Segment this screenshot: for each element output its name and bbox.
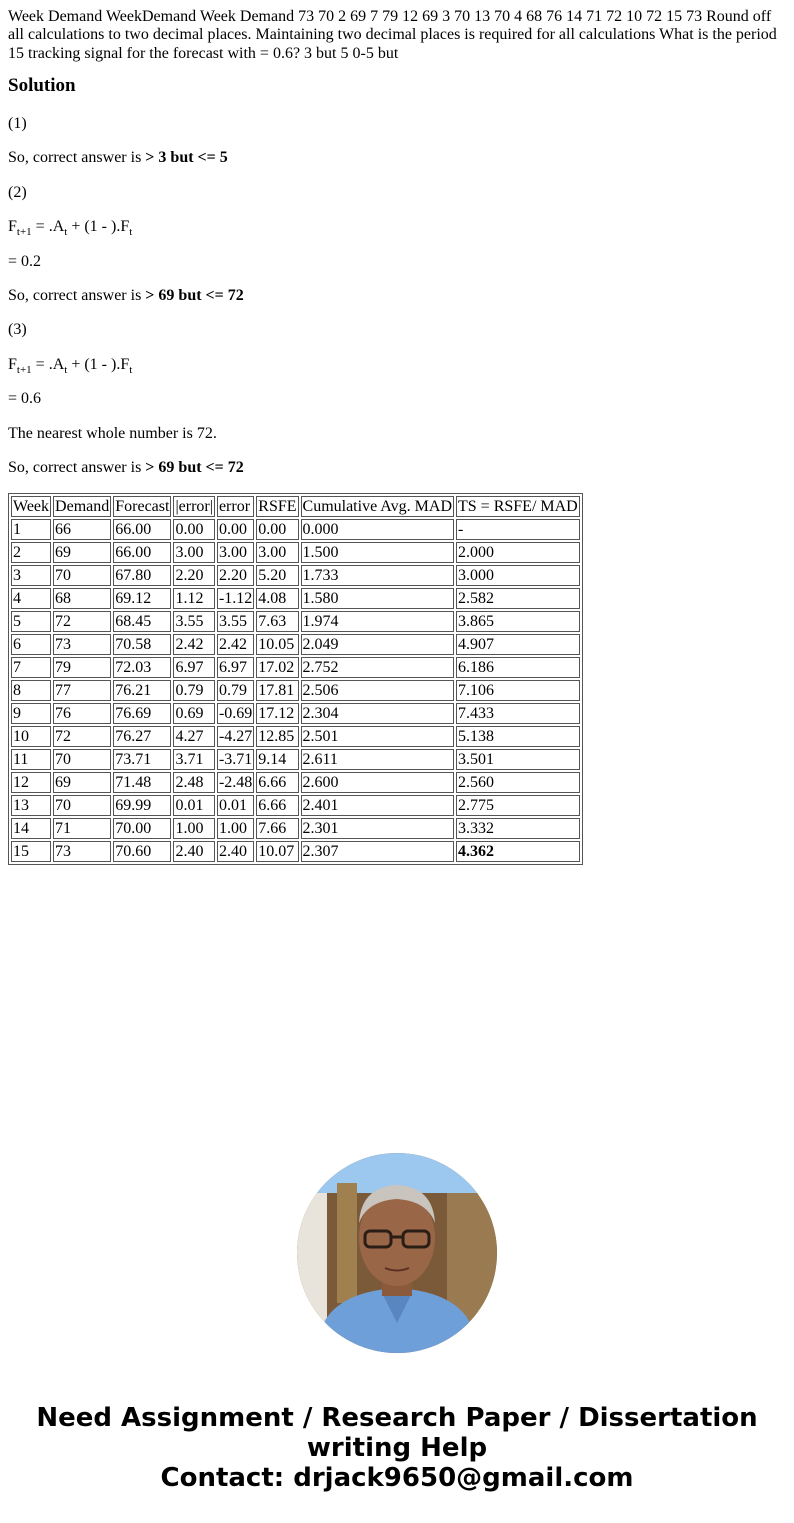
table-cell: 70 <box>53 795 111 816</box>
part-2-formula: $F_{t+1} = .A_t + (1 - ).F_t$ <box>8 218 133 239</box>
table-cell: 3.71 <box>173 749 215 770</box>
table-cell: 2.307 <box>301 841 454 862</box>
answer-value: > 3 but <= 5 <box>145 149 228 167</box>
table-cell: 5 <box>11 611 51 632</box>
table-cell: 2.000 <box>456 542 580 563</box>
table-cell: 66.00 <box>113 519 171 540</box>
part-3-answer <box>8 459 786 477</box>
table-cell: 3.00 <box>217 542 254 563</box>
table-cell: 1.500 <box>301 542 454 563</box>
table-cell: 4.27 <box>173 726 215 747</box>
table-cell: 0.79 <box>173 680 215 701</box>
table-cell: 0.00 <box>173 519 215 540</box>
table-cell: 6.186 <box>456 657 580 678</box>
part-3-nearest: The nearest whole number is 72. <box>8 424 217 442</box>
author-avatar <box>297 1153 497 1353</box>
table-cell: 2.049 <box>301 634 454 655</box>
table-cell: 2.42 <box>217 634 254 655</box>
table-cell: 76.69 <box>113 703 171 724</box>
table-cell: 70.60 <box>113 841 171 862</box>
table-cell: 77 <box>53 680 111 701</box>
table-row <box>11 565 580 586</box>
table-header-cell: Week <box>13 498 50 516</box>
table-cell: 69.12 <box>113 588 171 609</box>
table-cell: 2.501 <box>301 726 454 747</box>
table-cell: 3.00 <box>173 542 215 563</box>
table-cell: 3.501 <box>456 749 580 770</box>
table-cell: 3.55 <box>217 611 254 632</box>
part-1-label: (1) <box>8 115 27 133</box>
table-cell: 3.55 <box>173 611 215 632</box>
table-cell: 2.20 <box>217 565 254 586</box>
document-body <box>8 8 786 865</box>
table-cell: 5.20 <box>256 565 298 586</box>
table-row <box>11 841 580 862</box>
table-cell: 5.138 <box>456 726 580 747</box>
table-cell: 9.14 <box>256 749 298 770</box>
table-cell: 6.66 <box>256 772 298 793</box>
table-cell: 2.506 <box>301 680 454 701</box>
table-header-cell: RSFE <box>258 498 297 516</box>
promo-footer <box>0 1403 794 1493</box>
table-header-cell: Forecast <box>115 498 170 516</box>
table-cell: 1.580 <box>301 588 454 609</box>
table-cell: 73 <box>53 841 111 862</box>
table-cell: 3.865 <box>456 611 580 632</box>
table-cell: 2.401 <box>301 795 454 816</box>
table-row <box>11 703 580 724</box>
table-cell: 2.48 <box>173 772 215 793</box>
answer-prefix: So, correct answer is <box>8 286 146 304</box>
table-cell: 2.304 <box>301 703 454 724</box>
table-cell: 10.05 <box>256 634 298 655</box>
table-row <box>11 519 580 540</box>
table-header-cell: Cumulative Avg. MAD <box>302 498 452 516</box>
part-2-answer <box>8 287 786 305</box>
table-cell: 70.58 <box>113 634 171 655</box>
table-header-cell: TS = RSFE/ MAD <box>458 498 578 516</box>
table-cell: 72 <box>53 726 111 747</box>
question-text: Week Demand WeekDemand Week Demand 73 70 2 69 7 79 12 69 3 70 13 70 4 68 76 14 71 72 10 72 15 73 Round off all calculations to two decimal places. Maintaining two decimal places is required for all calculations What is the period 15 tracking signal for the forecast with = 0.6? 3 but 5 0-5 but <box>8 8 777 62</box>
table-cell: 2.40 <box>217 841 254 862</box>
table-cell: 10.07 <box>256 841 298 862</box>
table-cell: 2.752 <box>301 657 454 678</box>
part-2-value: = 0.2 <box>8 252 42 270</box>
table-cell: 6 <box>11 634 51 655</box>
table-cell: 8 <box>11 680 51 701</box>
table-cell: 4.08 <box>256 588 298 609</box>
table-cell: 2.560 <box>456 772 580 793</box>
table-cell: 1.00 <box>217 818 254 839</box>
table-cell: 17.81 <box>256 680 298 701</box>
table-header-cell: error <box>217 496 254 517</box>
table-cell: 2.40 <box>173 841 215 862</box>
table-cell: 14 <box>11 818 51 839</box>
table-cell: 2.301 <box>301 818 454 839</box>
table-cell: 69 <box>53 772 111 793</box>
table-cell: 1 <box>11 519 51 540</box>
table-cell: -2.48 <box>218 774 253 792</box>
table-cell: 0.01 <box>217 795 254 816</box>
table-cell: 4.362 <box>456 841 580 862</box>
table-row <box>11 818 580 839</box>
table-row <box>11 657 580 678</box>
table-cell: 11 <box>11 749 51 770</box>
table-cell: 2.611 <box>301 749 454 770</box>
table-cell: 71.48 <box>113 772 171 793</box>
table-cell: 72 <box>53 611 111 632</box>
table-cell: -0.69 <box>218 705 253 723</box>
table-cell: 4.907 <box>456 634 580 655</box>
solution-heading: Solution <box>8 75 76 97</box>
table-cell: 67.80 <box>113 565 171 586</box>
table-cell: 73.71 <box>113 749 171 770</box>
table-header-cell: |error| <box>175 498 213 516</box>
table-cell: 70.00 <box>113 818 171 839</box>
table-cell: 2.600 <box>301 772 454 793</box>
table-cell: -3.71 <box>218 751 253 769</box>
table-cell: 0.00 <box>256 519 298 540</box>
table-cell: - <box>456 519 580 540</box>
table-header-row <box>11 496 580 517</box>
table-cell: 2.775 <box>456 795 580 816</box>
table-cell: -1.12 <box>218 590 253 608</box>
part-3-value: = 0.6 <box>8 390 42 408</box>
table-cell: 17.12 <box>256 703 298 724</box>
table-cell: 76.27 <box>113 726 171 747</box>
table-cell: 70 <box>53 749 111 770</box>
table-cell: 2.20 <box>173 565 215 586</box>
table-row <box>11 680 580 701</box>
table-cell: 6.97 <box>173 657 215 678</box>
part-2-label: (2) <box>8 183 27 201</box>
table-cell: 0.000 <box>301 519 454 540</box>
table-cell: 7.63 <box>256 611 298 632</box>
table-row <box>11 611 580 632</box>
table-cell: 0.69 <box>173 703 215 724</box>
table-cell: 2.582 <box>456 588 580 609</box>
table-row <box>11 749 580 770</box>
table-cell: 0.00 <box>217 519 254 540</box>
table-row <box>11 795 580 816</box>
table-cell: 4 <box>11 588 51 609</box>
answer-prefix: So, correct answer is <box>8 149 146 167</box>
table-cell: 7 <box>11 657 51 678</box>
table-cell: 9 <box>11 703 51 724</box>
table-cell: 0.01 <box>173 795 215 816</box>
table-cell: 3.332 <box>456 818 580 839</box>
footer-line-1: Need Assignment / Research Paper / Dissertation <box>36 1403 758 1433</box>
table-cell: 70 <box>53 565 111 586</box>
table-cell: 71 <box>53 818 111 839</box>
table-cell: 72.03 <box>113 657 171 678</box>
table-cell: 6.66 <box>256 795 298 816</box>
answer-prefix: So, correct answer is <box>8 458 146 476</box>
table-cell: 17.02 <box>256 657 298 678</box>
table-cell: 68 <box>53 588 111 609</box>
tracking-signal-table <box>8 493 583 865</box>
table-cell: 68.45 <box>113 611 171 632</box>
table-cell: 0.79 <box>217 680 254 701</box>
footer-line-2: writing Help <box>306 1433 488 1463</box>
table-cell: 12 <box>11 772 51 793</box>
part-3-label: (3) <box>8 321 27 339</box>
table-row <box>11 634 580 655</box>
table-cell: 2 <box>11 542 51 563</box>
table-cell: 73 <box>53 634 111 655</box>
table-row <box>11 542 580 563</box>
table-cell: 76.21 <box>113 680 171 701</box>
table-row <box>11 772 580 793</box>
table-cell: -4.27 <box>218 728 253 746</box>
table-header-cell: Demand <box>55 498 110 516</box>
table-cell: 7.433 <box>456 703 580 724</box>
table-cell: 2.42 <box>173 634 215 655</box>
table-cell: 12.85 <box>256 726 298 747</box>
person-photo-icon <box>297 1153 497 1353</box>
table-cell: 13 <box>11 795 51 816</box>
table-cell: 66.00 <box>113 542 171 563</box>
answer-value: > 69 but <= 72 <box>145 286 244 304</box>
table-row <box>11 726 580 747</box>
table-row <box>11 588 580 609</box>
table-cell: 69.99 <box>113 795 171 816</box>
table-cell: 69 <box>53 542 111 563</box>
part-1-answer <box>8 149 786 167</box>
part-3-formula: $F_{t+1} = .A_t + (1 - ).F_t$ <box>8 355 133 376</box>
table-cell: 1.00 <box>173 818 215 839</box>
table-cell: 15 <box>11 841 51 862</box>
table-cell: 7.106 <box>456 680 580 701</box>
table-cell: 3 <box>11 565 51 586</box>
table-cell: 7.66 <box>256 818 298 839</box>
table-cell: 1.12 <box>173 588 215 609</box>
footer-contact: Contact: drjack9650@gmail.com <box>160 1463 634 1493</box>
answer-value: > 69 but <= 72 <box>145 458 244 476</box>
table-cell: 1.974 <box>301 611 454 632</box>
table-cell: 1.733 <box>301 565 454 586</box>
table-cell: 3.000 <box>456 565 580 586</box>
table-cell: 6.97 <box>217 657 254 678</box>
table-cell: 66 <box>53 519 111 540</box>
table-cell: 3.00 <box>256 542 298 563</box>
table-cell: 10 <box>11 726 51 747</box>
table-cell: 79 <box>53 657 111 678</box>
table-cell: 76 <box>53 703 111 724</box>
